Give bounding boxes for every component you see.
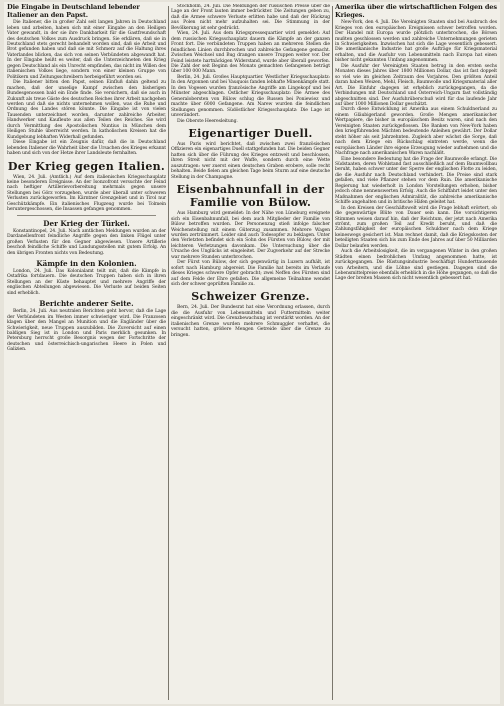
article-paragraph: London, 24. Juli. Das Kolonialamt teilt mit, daß die Kämpfe in Ostafrika fortdauern. Die deutschen Truppen haben sich in ihren Stellungen an der Küste behauptet und mehrere Angriffe der englischen Abteilungen abgewiesen. Die Verluste auf beiden Seiten sind erheblich. xyxy=(7,268,166,296)
article-paragraph: In den Kreisen der Geschäftswelt wird die Frage lebhaft erörtert, ob die gegenwärtige Blüte von Dauer sein kann. Die vorsichtigeren Stimmen weisen darauf hin, daß der Reichtum, der jetzt nach Amerika strömt, zum großen Teil auf Kredit beruht, und daß die Zahlungsfähigkeit der europäischen Schuldner nach dem Kriege keineswegs gesichert ist. Man rechnet damit, daß die Kriegskosten der beteiligten Staaten sich bis zum Ende des Jahres auf über 50 Milliarden Dollar belaufen werden. xyxy=(335,205,497,249)
section-title: Schweizer Grenze. xyxy=(191,290,310,304)
section-divider xyxy=(17,215,156,216)
article-headline: Amerika über die wirtschaftlichen Folgen des Krieges. xyxy=(335,4,497,19)
article-paragraph: Aus Hamburg wird gemeldet: In der Nähe von Lüneburg ereignete sich ein Eisenbahnunfall, bei dem auch Mitglieder der Familie von Bülow betroffen wurden. Der Personenzug stieß infolge falscher Weichenstellung mit einem Güterzug zusammen. Mehrere Wagen wurden zertrümmert. Leider sind auch Todesopfer zu beklagen. Unter den Verletzten befindet sich ein Sohn des Fürsten von Bülow, der mit leichteren Verletzungen davonkam. Die Untersuchung über die Ursache des Unglücks ist eingeleitet. Der Zugverkehr auf der Strecke war mehrere Stunden unterbrochen. xyxy=(171,211,330,260)
column-rule xyxy=(168,6,169,700)
column-rule xyxy=(332,6,333,700)
subsection-title: Kämpfe in den Kolonien. xyxy=(36,258,137,268)
article-paragraph: Die Oberste Heeresleitung. xyxy=(177,118,238,124)
column-left xyxy=(7,4,166,702)
section-title: Eigenartiger Duell. xyxy=(188,126,313,140)
article-paragraph: Die Ausfuhr der Vereinigten Staaten betrug in den ersten sechs Monaten dieses Jahres über 1800 Millionen Dollar, das ist fast doppelt so viel wie im gleichen Zeitraum des Vorjahres. Den größten Anteil daran haben Weizen, Mehl, Fleisch, Baumwolle und Kriegsmaterial aller Art. Die Einfuhr dagegen ist erheblich zurückgegangen, da die Verbindungen mit Deutschland und Österreich-Ungarn fast vollständig abgeschnitten sind. Der Ausfuhrüberschuß wird für das laufende Jahr auf über 1000 Millionen Dollar geschätzt. xyxy=(335,63,497,107)
article-paragraph: New-York, den 4. Juli. Die Vereinigten Staaten sind bei Ausbruch des Krieges von den europäischen Ereignissen schwer betroffen worden. Der Handel mit Europa wurde plötzlich unterbrochen, die Börsen mußten geschlossen werden und zahlreiche Unternehmungen gerieten in Schwierigkeiten. Inzwischen hat sich die Lage wesentlich gebessert. Die amerikanische Industrie hat große Aufträge für Kriegsmaterial erhalten, und die Ausfuhr von Lebensmitteln nach Europa hat einen bisher nicht gekannten Umfang angenommen. xyxy=(335,20,497,64)
article-paragraph: Aus Paris wird berichtet, daß zwischen zwei französischen Offizieren ein eigenartiges Duell stattgefunden hat. Die beiden Gegner hatten sich über die Führung des Krieges entzweit und beschlossen, ihren Streit nicht mit der Waffe, sondern durch eine Wette auszutragen: wer zuerst einen deutschen Graben erobere, solle recht behalten. Beide fielen am gleichen Tage beim Sturm auf eine deutsche Stellung in der Champagne. xyxy=(171,141,330,180)
article-paragraph: Eine besondere Bedeutung hat die Frage der Baumwolle erlangt. Die Südstaaten, deren Wohlstand fast ausschließlich auf dem Baumwollbau beruht, haben schwer unter der Sperre der englischen Flotte zu leiden, die die Ausfuhr nach Deutschland verhindert. Die Preise sind stark gefallen, und viele Pflanzer stehen vor dem Ruin. Die amerikanische Regierung hat wiederholt in London Vorstellungen erhoben, bisher jedoch ohne nennenswerten Erfolg. Auch die Schiffahrt leidet unter den Maßnahmen der englischen Admiralität, die zahlreiche amerikanische Schiffe angehalten und in britische Häfen geleitet hat. xyxy=(335,156,497,206)
column-middle xyxy=(171,4,330,702)
section-title: Eisenbahnunfall in der Familie von Bülow. xyxy=(176,183,325,210)
article-paragraph: Berlin, 24. Juli. Großes Hauptquartier. Westlicher Kriegsschauplatz: In den Argonnen und bei Vauquois fanden lebhafte Minenkämpfe statt. In den Vogesen wurden französische Angriffe am Lingekopf und bei Münster abgeschlagen. Östlicher Kriegsschauplatz: Die Armee des Generalobersten von Bülow schlug die Russen bei Poniewiez und machte über 6000 Gefangene. Am Narew wurden die feindlichen Stellungen genommen. Südöstlicher Kriegsschauplatz: Die Lage ist unverändert. xyxy=(171,74,330,119)
article-paragraph: Die Italiener bitten den Papst, seinen Einfluß dahin geltend zu machen, daß der unselige Kampf zwischen den bisherigen Bundesgenossen bald ein Ende finde. Sie versichern, daß sie auch in Zukunft als treue Gäste des deutschen Reiches ihrer Arbeit nachgehen werden und daß sie nichts unternehmen wollen, was die Ruhe und Ordnung des Landes stören könnte. Die Eingabe ist von vielen Tausenden unterzeichnet worden, darunter zahlreiche Arbeiter, Handwerker und Kaufleute aus allen Teilen des Reiches. Sie wird durch Vermittlung des Apostolischen Nuntius in München dem Heiligen Stuhle überreicht werden. In katholischen Kreisen hat die Kundgebung lebhaften Widerhall gefunden. xyxy=(7,80,166,140)
article-paragraph: Die Italiener, die in großer Zahl seit langen Jahren in Deutschland leben und arbeiten, haben sich mit einer Eingabe an den Heiligen Vater gewandt, in der sie ihre Dankbarkeit für die Gastfreundschaft des deutschen Volkes zum Ausdruck bringen. Sie erklären, daß sie in Deutschland stets gerecht behandelt worden sind, daß sie Arbeit und Brot gefunden haben und daß sie mit Schmerz auf die Haltung ihres Vaterlandes blicken, das sich von seinen Verbündeten abgewandt hat. In der Eingabe heißt es weiter, daß die Unterzeichneten den Krieg gegen Deutschland als ein Unrecht empfinden, das nicht im Willen des italienischen Volkes liege, sondern von einer kleinen Gruppe von Politikern und Zeitungsschreibern herbeigeführt worden sei. xyxy=(7,20,166,80)
newspaper-page xyxy=(4,2,500,704)
article-paragraph: Durch diese Entwicklung ist Amerika aus einem Schuldnerland zu einem Gläubigerland geworden. Große Mengen amerikanischer Wertpapiere, die bisher in europäischem Besitz waren, sind nach den Vereinigten Staaten zurückgeflossen. Die Banken von New-York haben den kriegführenden Mächten bedeutende Anleihen gewährt. Der Dollar steht höher als seit Jahrzehnten. Zugleich aber wächst die Sorge, daß nach dem Kriege ein Rückschlag eintreten werde, wenn die europäischen Länder ihre eigene Erzeugung wieder aufnehmen und die Nachfrage nach amerikanischen Waren nachläßt. xyxy=(335,107,497,157)
subsection-title: Berichte anderer Seite. xyxy=(39,299,134,309)
column-right xyxy=(335,4,497,702)
article-paragraph: Bern, 24. Juli. Der Bundesrat hat eine Verordnung erlassen, durch die die Ausfuhr von Lebensmitteln und Futtermitteln weiter eingeschränkt wird. Die Grenzbewachung ist verstärkt worden. An der italienischen Grenze wurden mehrere Schmuggler verhaftet, die versucht hatten, größere Mengen Getreide über die Grenze zu bringen. xyxy=(171,305,330,338)
article-headline: Die Eingabe in Deutschland lebender Italiener an den Papst. xyxy=(7,4,140,19)
subsection-title: Der Krieg der Türkei. xyxy=(43,218,130,228)
article-paragraph: Wien, 24. Juli. Aus dem Kriegspressequartier wird gemeldet: Auf dem russischen Kriegsschauplatz dauern die Kämpfe an der ganzen Front fort. Die verbündeten Truppen haben an mehreren Stellen die feindlichen Linien durchbrochen und zahlreiche Gefangene gemacht. Zwischen Weichsel und Bug drangen unsere Truppen weiter vor. Der Feind leistete hartnäckigen Widerstand, wurde aber überall geworfen. Die Zahl der seit Beginn des Monats gemachten Gefangenen beträgt über 100 000 Mann. xyxy=(171,31,330,75)
article-paragraph: Berlin, 24. Juli. Aus neutralen Berichten geht hervor, daß die Lage der Verbündeten im Westen immer schwieriger wird. Die Franzosen klagen über den Mangel an Munition und die Engländer über die Schwierigkeit, neue Truppen auszubilden. Die Zuversicht auf einen baldigen Sieg ist in London und Paris merklich gesunken. In Petersburg herrscht große Besorgnis wegen der Fortschritte der deutschen und österreichisch-ungarischen Heere in Polen und Galizien. xyxy=(7,309,166,353)
article-paragraph: Diese Eingabe ist ein Zeugnis dafür, daß die in Deutschland lebenden Italiener die Wahrheit über die Ursachen des Krieges erkannt haben und sich von der Hetze ihrer Landsleute fernhalten. xyxy=(7,140,166,157)
section-title: Der Krieg gegen Italien. xyxy=(7,159,166,173)
article-paragraph: Der Fürst von Bülow, der sich gegenwärtig in Luzern aufhält, ist sofort nach Hamburg abgereist. Die Familie hat bereits im Verlaufe dieses Krieges schwere Opfer gebracht; zwei Neffen des Fürsten sind auf dem Felde der Ehre gefallen. Die allgemeine Teilnahme wendet sich der schwer geprüften Familie zu. xyxy=(171,260,330,288)
article-paragraph: Konstantinopel, 24. Juli. Nach amtlichen Meldungen wurden an der Dardanellenfront feindliche Angriffe gegen den linken Flügel unter großen Verlusten für den Gegner abgewiesen. Unsere Artillerie beschoß feindliche Schiffe und Landungsstellen mit gutem Erfolg. An den übrigen Fronten nichts von Bedeutung. xyxy=(7,228,166,256)
article-paragraph: Stockholm, 24. Juli. Die Meldungen der russischen Presse über die Lage an der Front lauten immer bedrückter. Die Zeitungen geben zu, daß die Armee schwere Verluste erlitten habe und daß der Rückzug aus Polen nicht mehr aufzuhalten sei. Die Stimmung in der Bevölkerung ist sehr gedrückt. xyxy=(171,4,330,31)
article-paragraph: Wien, 24. Juli. (Amtlich.) Auf dem italienischen Kriegsschauplatz keine besonderen Ereignisse. An der Isonzofront versuchte der Feind nach heftiger Artillerievorbereitung mehrmals gegen unsere Stellungen bei Görz vorzugehen, wurde aber überall unter schweren Verlusten zurückgeworfen. Im Kärntner Grenzgebiet und in Tirol nur Geschützkämpfe. Ein italienisches Flugzeug wurde bei Tolmein heruntergeschossen, die Insassen gefangen genommen. xyxy=(7,174,166,213)
article-paragraph: Auch die Arbeitslosigkeit, die im vergangenen Winter in den großen Städten einen bedrohlichen Umfang angenommen hatte, ist zurückgegangen. Die Rüstungsindustrie beschäftigt Hunderttausende von Arbeitern, und die Löhne sind gestiegen. Dagegen sind die Lebensmittelpreise ebenfalls erheblich in die Höhe gegangen, so daß die Lage der breiten Massen sich nicht wesentlich gebessert hat. xyxy=(335,249,497,282)
